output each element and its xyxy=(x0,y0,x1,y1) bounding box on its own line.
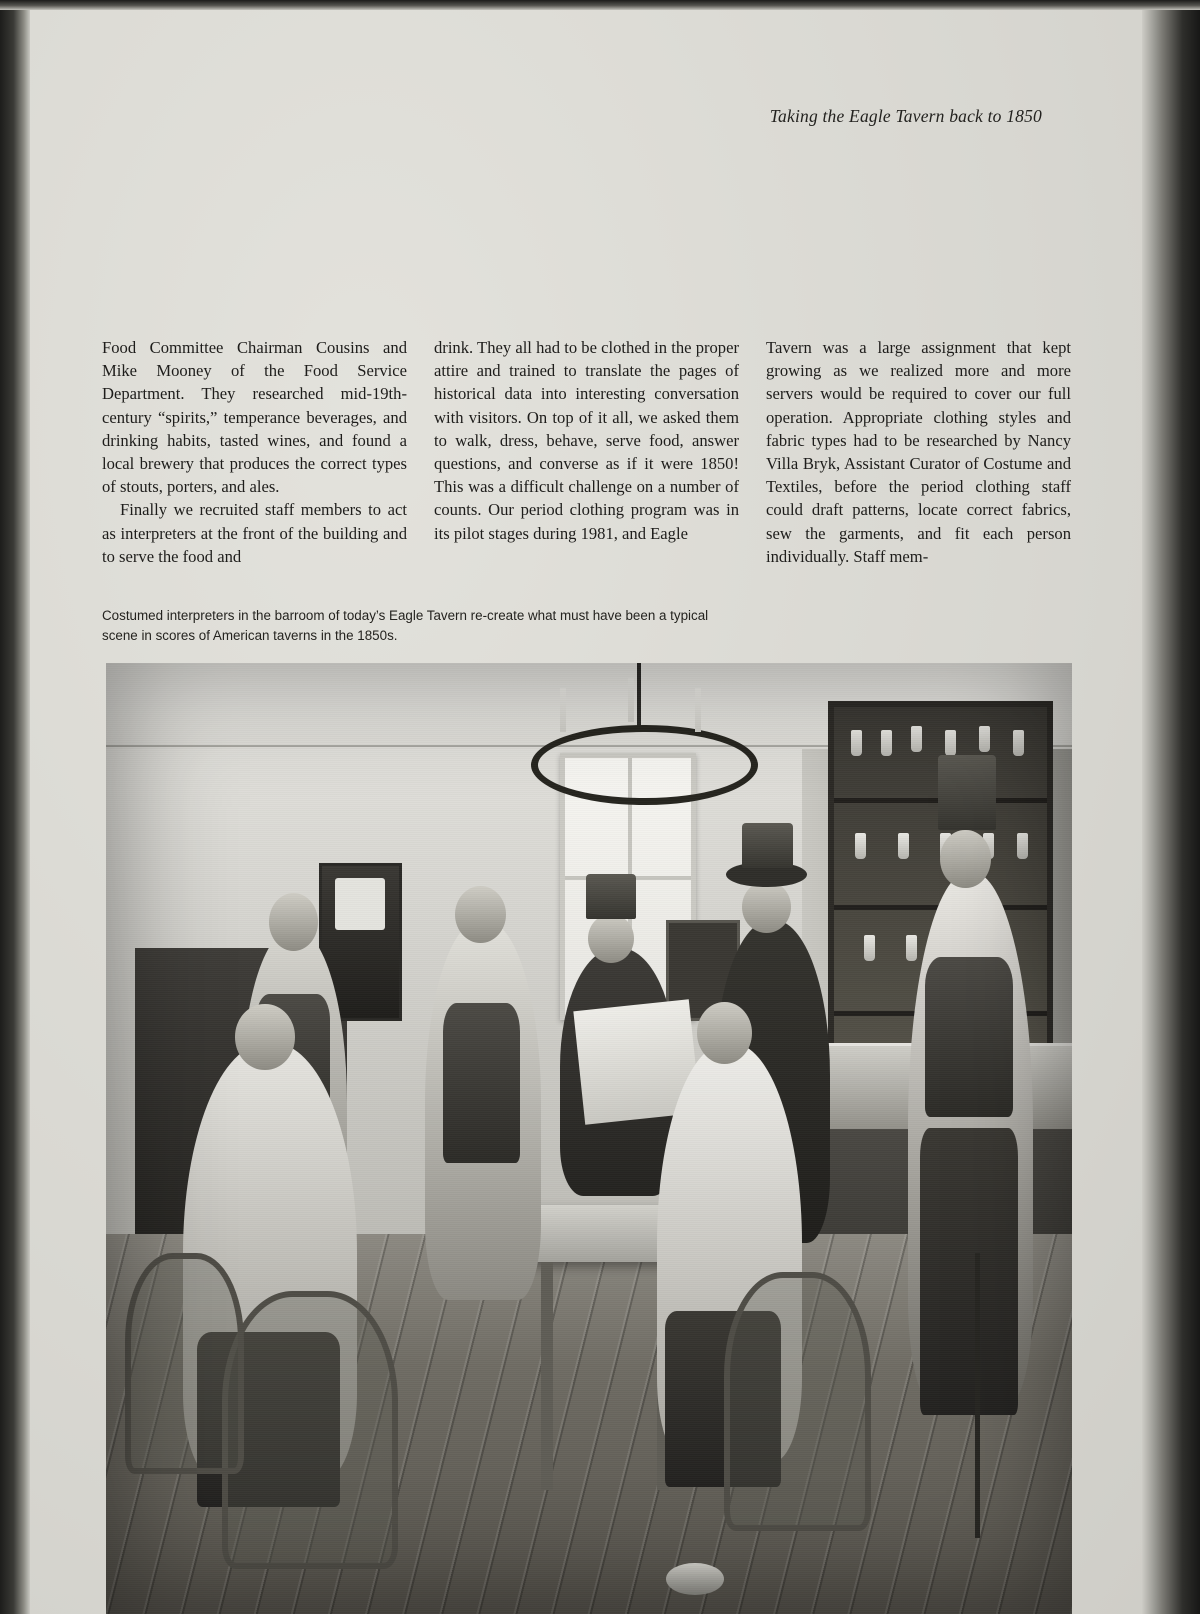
glassware xyxy=(851,730,862,756)
walking-cane xyxy=(975,1253,980,1538)
paragraph: drink. They all had to be clothed in the proper attire and trained to translate the pages of historical data into interesting conversation with visitors. On top of it all, we asked them to walk, dress, behave, serve food, answer questions, and converse as if it were 1850! This was a difficult challenge on a number of counts. Our period clothing program was in its pilot stages during 1981, and Eagle xyxy=(434,338,739,543)
candle xyxy=(628,678,634,722)
running-head: Taking the Eagle Tavern back to 1850 xyxy=(769,106,1042,126)
head xyxy=(455,886,506,943)
head xyxy=(269,893,318,951)
paragraph: Finally we recruited staff members to act as interpreters at the front of the building and to serve the food and xyxy=(102,500,407,566)
scan-edge-left xyxy=(0,0,30,1614)
text-column-1 xyxy=(102,336,407,568)
photo-scene xyxy=(106,663,1072,1614)
clock-face xyxy=(335,878,384,930)
glassware xyxy=(906,935,917,961)
top-hat xyxy=(586,874,637,919)
trousers xyxy=(920,1128,1018,1416)
interpreter-with-cane-right xyxy=(908,872,1034,1405)
paragraph: Food Committee Chairman Cousins and Mike Mooney of the Food Service Department. They researched mid-19th-century “spirits,” temperance beverages, and drinking habits, tasted wines, and found a local brewery that produces the correct types of stouts, porters, and ales. xyxy=(102,338,407,497)
head xyxy=(940,830,990,889)
windsor-chair-back xyxy=(125,1253,243,1474)
glassware xyxy=(881,730,892,756)
paper-sheet xyxy=(30,8,1142,1614)
vest xyxy=(443,1003,519,1163)
glassware xyxy=(979,726,990,752)
candle xyxy=(560,688,566,732)
scan-edge-right xyxy=(1142,0,1200,1614)
glassware xyxy=(945,730,956,756)
head xyxy=(742,881,791,933)
vest xyxy=(925,957,1013,1117)
glassware xyxy=(898,833,909,859)
head xyxy=(235,1004,294,1070)
glassware xyxy=(855,833,866,859)
interpreter-bearded-center xyxy=(425,920,541,1300)
head xyxy=(697,1002,752,1065)
windsor-chair-right xyxy=(724,1272,871,1531)
paragraph: Tavern was a large assignment that kept growing as we realized more and more servers would be required to cover our full operation. Appropriate clothing styles and fabric types had to be researched by Nancy Villa Bryk, Assistant Curator of Costume and Textiles, before the period clothing staff could draft patterns, locate correct fabrics, sew the garments, and fit each person individually. Staff mem- xyxy=(766,338,1071,566)
glassware xyxy=(1013,730,1024,756)
glassware xyxy=(1017,833,1028,859)
figure-caption: Costumed interpreters in the barroom of today’s Eagle Tavern re-create what must have been a typical scene in scores of American taverns in the 1850s. xyxy=(102,608,709,643)
head xyxy=(588,914,634,963)
glassware xyxy=(864,935,875,961)
chandelier-ring xyxy=(531,725,758,806)
table-leg xyxy=(541,1262,553,1490)
text-column-3 xyxy=(766,336,1071,568)
top-hat xyxy=(742,823,793,868)
figure-photograph xyxy=(106,663,1072,1614)
top-hat xyxy=(938,755,996,830)
text-column-2 xyxy=(434,336,739,568)
chandelier-rod xyxy=(637,663,641,730)
glassware xyxy=(911,726,922,752)
scan-edge-top xyxy=(0,0,1200,10)
candle xyxy=(695,688,701,732)
windsor-chair-left xyxy=(222,1291,398,1569)
body-text-columns xyxy=(102,336,1072,568)
spittoon xyxy=(666,1563,724,1595)
